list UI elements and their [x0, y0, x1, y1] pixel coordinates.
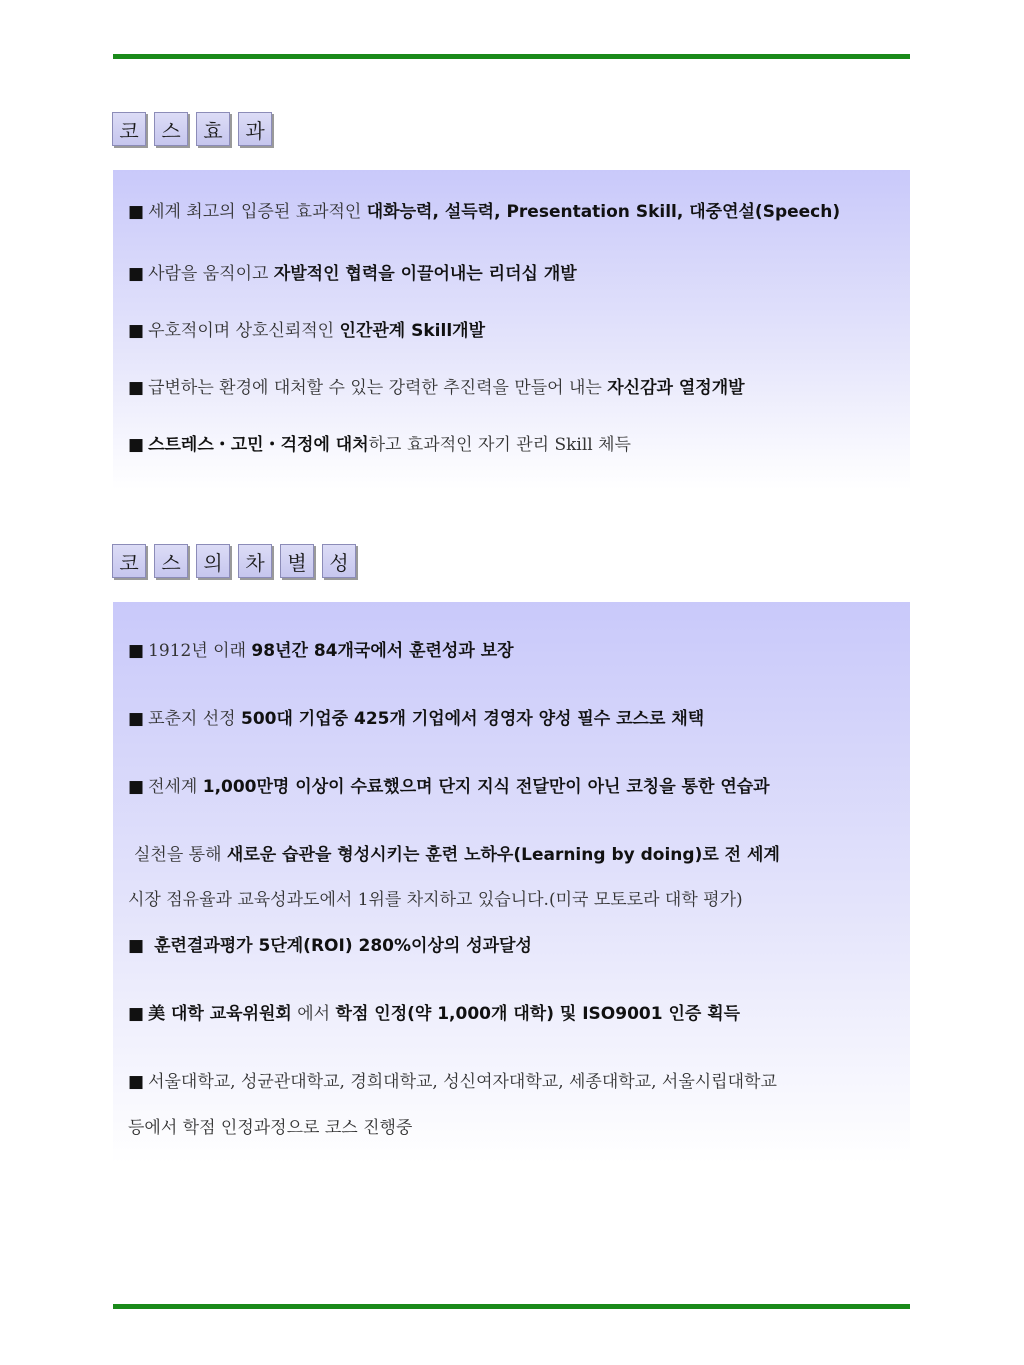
item-emphasis: 스트레스・고민・걱정에 대처	[148, 435, 369, 455]
list-item	[128, 935, 532, 957]
heading-char-tile: 의	[196, 544, 230, 578]
section1-heading	[112, 112, 272, 146]
list-item	[128, 434, 631, 456]
item-text: 서울대학교, 성균관대학교, 경희대학교, 성신여자대학교, 세종대학교, 서울시립대학교	[148, 1072, 777, 1092]
item-text: 등에서 학점 인정과정으로 코스 진행중	[128, 1118, 413, 1138]
list-item-continuation	[128, 1117, 412, 1139]
list-item	[128, 201, 840, 223]
item-emphasis: 대화능력, 설득력, Presentation Skill, 대중연설(Speech)	[366, 202, 841, 222]
list-item	[128, 1003, 740, 1025]
bullet-icon: ■	[128, 378, 145, 398]
item-text: 하고 효과적인 자기 관리 Skill 체득	[368, 435, 631, 455]
item-emphasis: 자발적인 협력을 이끌어내는 리더십 개발	[273, 264, 577, 284]
heading-char-tile: 스	[154, 112, 188, 146]
item-text: 시장 점유율과 교육성과도에서 1위를 차지하고 있습니다.(미국 모토로라 대학 평가)	[128, 890, 743, 910]
item-text: 전세계	[148, 777, 203, 797]
bullet-icon: ■	[128, 202, 145, 222]
list-item	[128, 708, 704, 730]
item-emphasis: 美 대학 교육위원회	[148, 1004, 292, 1024]
list-item-continuation	[134, 844, 780, 866]
heading-char-tile: 과	[238, 112, 272, 146]
bullet-icon: ■	[128, 936, 145, 956]
item-emphasis: 1,000만명 이상이 수료했으며 단지 지식 전달만이 아닌 코칭을 통한 연습과	[202, 777, 770, 797]
item-text: 에서	[291, 1004, 336, 1024]
item-emphasis: 학점 인정(약 1,000개 대학) 및 ISO9001 인증 획득	[335, 1004, 741, 1024]
bullet-icon: ■	[128, 321, 145, 341]
heading-char-tile: 코	[112, 544, 146, 578]
item-text: 1912년 이래	[148, 641, 252, 661]
top-rule	[113, 54, 910, 59]
bullet-icon: ■	[128, 435, 145, 455]
list-item	[128, 320, 485, 342]
item-emphasis: 훈련결과평가 5단계(ROI) 280%이상의 성과달성	[154, 936, 532, 956]
heading-char-tile: 효	[196, 112, 230, 146]
item-emphasis: 98년간 84개국에서 훈련성과 보장	[251, 641, 514, 661]
list-item	[128, 263, 577, 285]
heading-char-tile: 스	[154, 544, 188, 578]
item-text: 실천을 통해	[134, 845, 227, 865]
bullet-icon: ■	[128, 641, 145, 661]
item-text: 포춘지 선정	[148, 709, 241, 729]
list-item	[128, 377, 745, 399]
heading-char-tile: 별	[280, 544, 314, 578]
bullet-icon: ■	[128, 264, 145, 284]
list-item	[128, 1071, 777, 1093]
list-item	[128, 640, 514, 662]
heading-char-tile: 코	[112, 112, 146, 146]
heading-char-tile: 성	[322, 544, 356, 578]
bullet-icon: ■	[128, 1072, 145, 1092]
item-text: 우호적이며 상호신뢰적인	[148, 321, 340, 341]
list-item	[128, 776, 770, 798]
bullet-icon: ■	[128, 1004, 145, 1024]
list-item-continuation	[128, 889, 743, 911]
item-text: 급변하는 환경에 대처할 수 있는 강력한 추진력을 만들어 내는	[148, 378, 608, 398]
heading-char-tile: 차	[238, 544, 272, 578]
item-emphasis: 500대 기업중 425개 기업에서 경영자 양성 필수 코스로 채택	[240, 709, 705, 729]
item-emphasis: 새로운 습관을 형성시키는 훈련 노하우(Learning by doing)로 전 세계	[226, 845, 780, 865]
bullet-icon: ■	[128, 709, 145, 729]
bullet-icon: ■	[128, 777, 145, 797]
item-emphasis: 인간관계 Skill개발	[339, 321, 485, 341]
bottom-rule	[113, 1304, 910, 1309]
item-text: 세계 최고의 입증된 효과적인	[148, 202, 367, 222]
item-text: 사람을 움직이고	[148, 264, 274, 284]
section2-heading	[112, 544, 356, 578]
item-emphasis: 자신감과 열정개발	[607, 378, 745, 398]
